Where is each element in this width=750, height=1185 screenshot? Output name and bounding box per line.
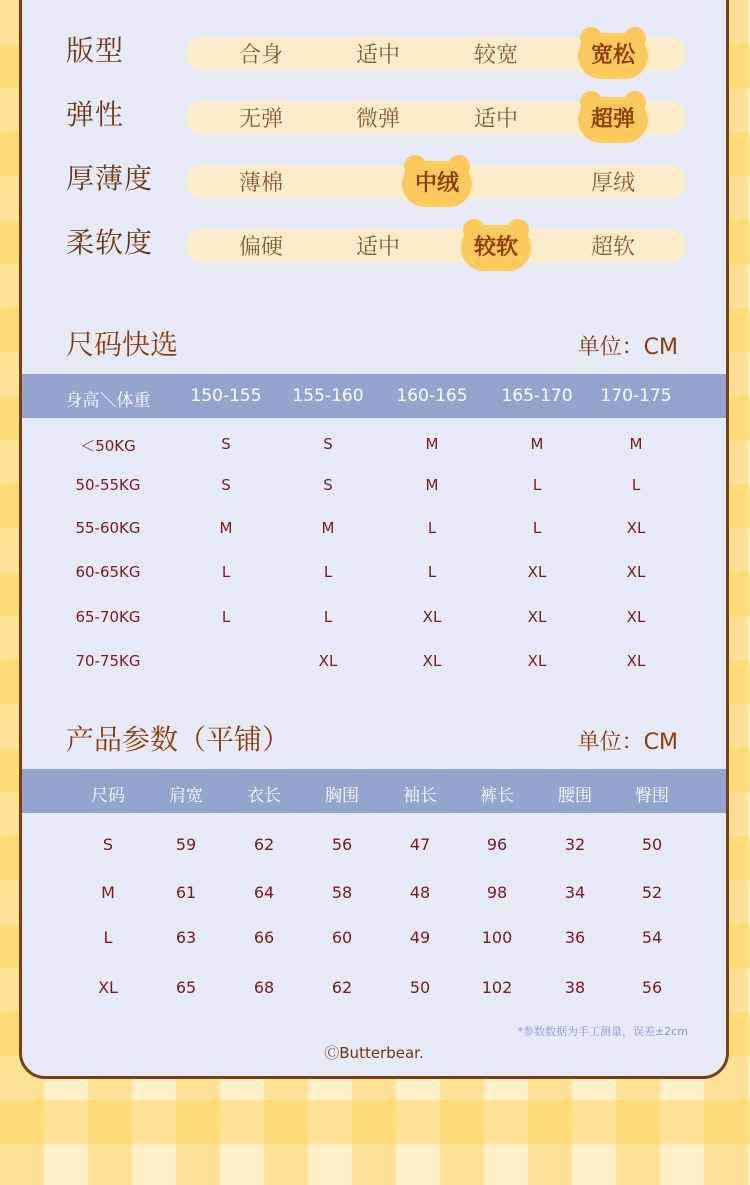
- attribute-option: 超软: [590, 235, 635, 260]
- params-cell: 36: [564, 928, 586, 947]
- params-cell: 62: [331, 978, 353, 997]
- params-cell: 50: [409, 978, 431, 997]
- size-guide-cell: L: [221, 563, 231, 581]
- params-cell: M: [101, 883, 115, 902]
- size-guide-cell: L: [427, 519, 437, 537]
- attribute-option: 超弹: [590, 107, 635, 132]
- size-guide-cell: L: [532, 519, 542, 537]
- params-cell: 56: [331, 835, 353, 854]
- size-guide-cell: M: [425, 435, 439, 453]
- params-cell: 58: [331, 883, 353, 902]
- attribute-row: [66, 151, 686, 201]
- params-cell: 98: [486, 883, 508, 902]
- attribute-option: 适中: [355, 235, 400, 260]
- size-guide-column-header: 155-160: [292, 386, 364, 406]
- size-guide-cell: XL: [318, 652, 338, 670]
- params-cell: 61: [175, 883, 197, 902]
- brand-logo: ⒸButterbear.: [324, 1044, 424, 1062]
- size-guide-cell: S: [221, 435, 231, 453]
- size-guide-cell: XL: [626, 519, 646, 537]
- params-cell: 96: [486, 835, 508, 854]
- size-guide-cell: XL: [626, 563, 646, 581]
- attribute-option: 较软: [473, 235, 518, 260]
- size-guide-column-header: 170-175: [600, 386, 672, 406]
- params-column-header: 肩宽: [169, 786, 203, 806]
- params-column-header: 胸围: [325, 786, 359, 806]
- attribute-label: 弹性: [66, 98, 125, 131]
- params-cell: 63: [175, 928, 197, 947]
- params-cell: 66: [253, 928, 275, 947]
- attribute-option: 无弹: [238, 107, 283, 132]
- size-guide-cell: S: [323, 435, 333, 453]
- params-cell: 64: [253, 883, 275, 902]
- size-guide-column-header: 165-170: [501, 386, 573, 406]
- attribute-option: 中绒: [414, 171, 459, 196]
- size-guide-column-header: 身高＼体重: [65, 391, 151, 411]
- size-guide-cell: XL: [626, 652, 646, 670]
- params-column-header: 衣长: [247, 786, 281, 806]
- attribute-option: 微弹: [355, 107, 400, 132]
- params-cell: 52: [641, 883, 663, 902]
- params-cell: 62: [253, 835, 275, 854]
- params-cell: 49: [409, 928, 431, 947]
- params-cell: 38: [564, 978, 586, 997]
- size-guide-unit: 单位：CM: [577, 335, 678, 360]
- size-guide-cell: L: [323, 563, 333, 581]
- size-guide-cell: M: [629, 435, 643, 453]
- params-cell: 34: [564, 883, 586, 902]
- size-guide-cell: M: [530, 435, 544, 453]
- attribute-label: 版型: [66, 34, 125, 67]
- params-cell: L: [103, 928, 113, 947]
- params-column-header: 腰围: [558, 786, 592, 806]
- size-guide-header: [22, 374, 726, 418]
- attribute-option: 较宽: [473, 43, 518, 68]
- params-cell: 65: [175, 978, 197, 997]
- size-guide-cell: L: [532, 476, 542, 494]
- size-guide-cell: XL: [626, 608, 646, 626]
- params-header: [22, 769, 726, 813]
- attribute-label: 柔软度: [66, 226, 154, 259]
- attribute-row: [66, 215, 686, 265]
- size-card: [19, 0, 729, 1079]
- size-guide-cell: 55-60KG: [75, 519, 141, 537]
- size-guide-cell: M: [425, 476, 439, 494]
- attribute-option: 薄棉: [238, 171, 283, 196]
- size-guide-cell: L: [221, 608, 231, 626]
- size-guide-cell: XL: [422, 608, 442, 626]
- params-cell: 48: [409, 883, 431, 902]
- params-unit: 单位：CM: [577, 730, 678, 755]
- size-guide-cell: 70-75KG: [75, 652, 141, 670]
- size-guide-cell: L: [631, 476, 641, 494]
- size-guide-cell: M: [219, 519, 233, 537]
- size-guide-cell: ＜50KG: [80, 437, 136, 455]
- params-cell: XL: [98, 978, 118, 997]
- attribute-option: 宽松: [590, 43, 635, 68]
- size-guide-cell: XL: [422, 652, 442, 670]
- params-column-header: 臀围: [635, 786, 669, 806]
- size-guide-cell: 50-55KG: [75, 476, 141, 494]
- params-cell: 68: [253, 978, 275, 997]
- size-guide-cell: XL: [527, 652, 547, 670]
- params-cell: 100: [481, 928, 513, 947]
- size-guide-cell: L: [323, 608, 333, 626]
- size-guide-cell: L: [427, 563, 437, 581]
- params-cell: 32: [564, 835, 586, 854]
- params-cell: 102: [481, 978, 513, 997]
- attribute-option: 厚绒: [590, 171, 635, 196]
- size-guide-column-header: 160-165: [396, 386, 468, 406]
- params-cell: 54: [641, 928, 663, 947]
- params-cell: 50: [641, 835, 663, 854]
- params-column-header: 袖长: [403, 786, 437, 806]
- attribute-row: [66, 87, 686, 137]
- size-guide-column-header: 150-155: [190, 386, 262, 406]
- size-guide-cell: XL: [527, 563, 547, 581]
- size-guide-cell: 60-65KG: [75, 563, 141, 581]
- params-cell: 56: [641, 978, 663, 997]
- params-cell: 60: [331, 928, 353, 947]
- size-guide-cell: S: [221, 476, 231, 494]
- attribute-label: 厚薄度: [66, 162, 154, 195]
- params-column-header: 尺码: [91, 786, 125, 806]
- size-guide-cell: S: [323, 476, 333, 494]
- attribute-row: [66, 23, 686, 73]
- params-cell: 59: [175, 835, 197, 854]
- size-guide-cell: 65-70KG: [75, 608, 141, 626]
- attribute-option: 适中: [355, 43, 400, 68]
- params-title: 产品参数（平铺）: [66, 723, 291, 756]
- attribute-option: 合身: [238, 43, 283, 68]
- size-guide-cell: M: [321, 519, 335, 537]
- attribute-option: 适中: [473, 107, 518, 132]
- params-cell: S: [102, 835, 114, 854]
- size-guide-title: 尺码快选: [66, 328, 179, 361]
- measurement-note: *参数数据为手工测量，误差±2cm: [517, 1025, 688, 1038]
- attribute-option: 偏硬: [238, 235, 283, 260]
- params-cell: 47: [409, 835, 431, 854]
- params-column-header: 裤长: [480, 786, 514, 806]
- size-guide-cell: XL: [527, 608, 547, 626]
